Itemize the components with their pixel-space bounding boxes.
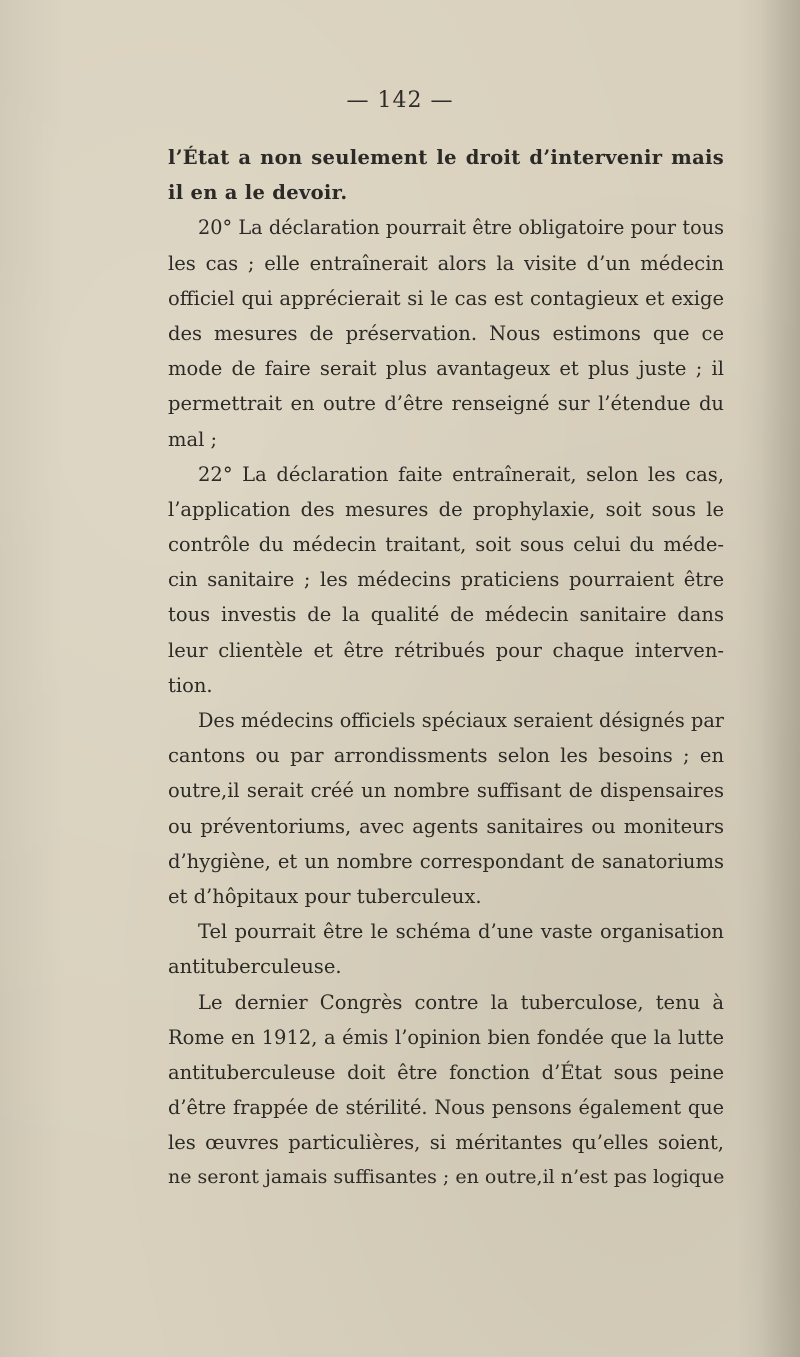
body-text [168, 140, 724, 1196]
text-line: Des médecins officiels spéciaux seraient désignés par [198, 709, 724, 732]
text-line: cantons ou par arrondissments selon les besoins ; en [168, 744, 724, 768]
text-line: l’application des mesures de prophylaxie, soit sous le [168, 497, 724, 521]
text-line: tous investis de la qualité de médecin sanitaire dans [168, 603, 724, 627]
text-line: Tel pourrait être le schéma d’une vaste organisation [198, 920, 724, 944]
text-line: contrôle du médecin traitant, soit sous celui du méde- [168, 533, 724, 557]
text-line: des mesures de préservation. Nous estimons que ce [168, 321, 724, 345]
text-line: antituberculeuse. [168, 955, 342, 979]
text-line: 20° La déclaration pourrait être obligatoire pour tous [198, 216, 724, 240]
text-line: il en a le devoir. [168, 181, 348, 205]
text-line: d’hygiène, et un nombre correspondant de sanatoriums [168, 849, 724, 873]
text-line: ne seront jamais suffisantes ; en outre,il n’est pas logique [168, 1166, 725, 1189]
page-number: — 142 — [346, 88, 454, 113]
text-line: l’État a non seulement le droit d’intervenir mais [168, 146, 724, 169]
page-edge-shadow [760, 0, 800, 1357]
text-line: cin sanitaire ; les médecins praticiens pourraient être [168, 568, 724, 592]
text-line: les œuvres particulières, si méritantes qu’elles soient, [168, 1131, 724, 1155]
text-line: les cas ; elle entraînerait alors la visite d’un médecin [168, 251, 724, 275]
text-line: antituberculeuse doit être fonction d’État sous peine [168, 1060, 724, 1084]
text-line: leur clientèle et être rétribués pour chaque interven- [168, 638, 724, 662]
text-line: d’être frappée de stérilité. Nous pensons également que [168, 1096, 724, 1120]
text-line: 22° La déclaration faite entraînerait, selon les cas, [198, 462, 724, 486]
text-line: officiel qui apprécierait si le cas est contagieux et exige [168, 286, 724, 310]
text-line: et d’hôpitaux pour tuberculeux. [168, 884, 482, 908]
text-line: ou préventoriums, avec agents sanitaires ou moniteurs [168, 814, 724, 838]
text-line: Rome en 1912, a émis l’opinion bien fondée que la lutte [168, 1025, 724, 1049]
text-line: permettrait en outre d’être renseigné sur l’étendue du [168, 392, 724, 416]
text-line: mode de faire serait plus avantageux et plus juste ; il [168, 357, 724, 381]
text-line: Le dernier Congrès contre la tuberculose, tenu à [198, 990, 724, 1014]
text-line: mal ; [168, 427, 218, 451]
text-line: tion. [168, 673, 213, 697]
text-line: outre,il serait créé un nombre suffisant de dispensaires [168, 779, 724, 803]
